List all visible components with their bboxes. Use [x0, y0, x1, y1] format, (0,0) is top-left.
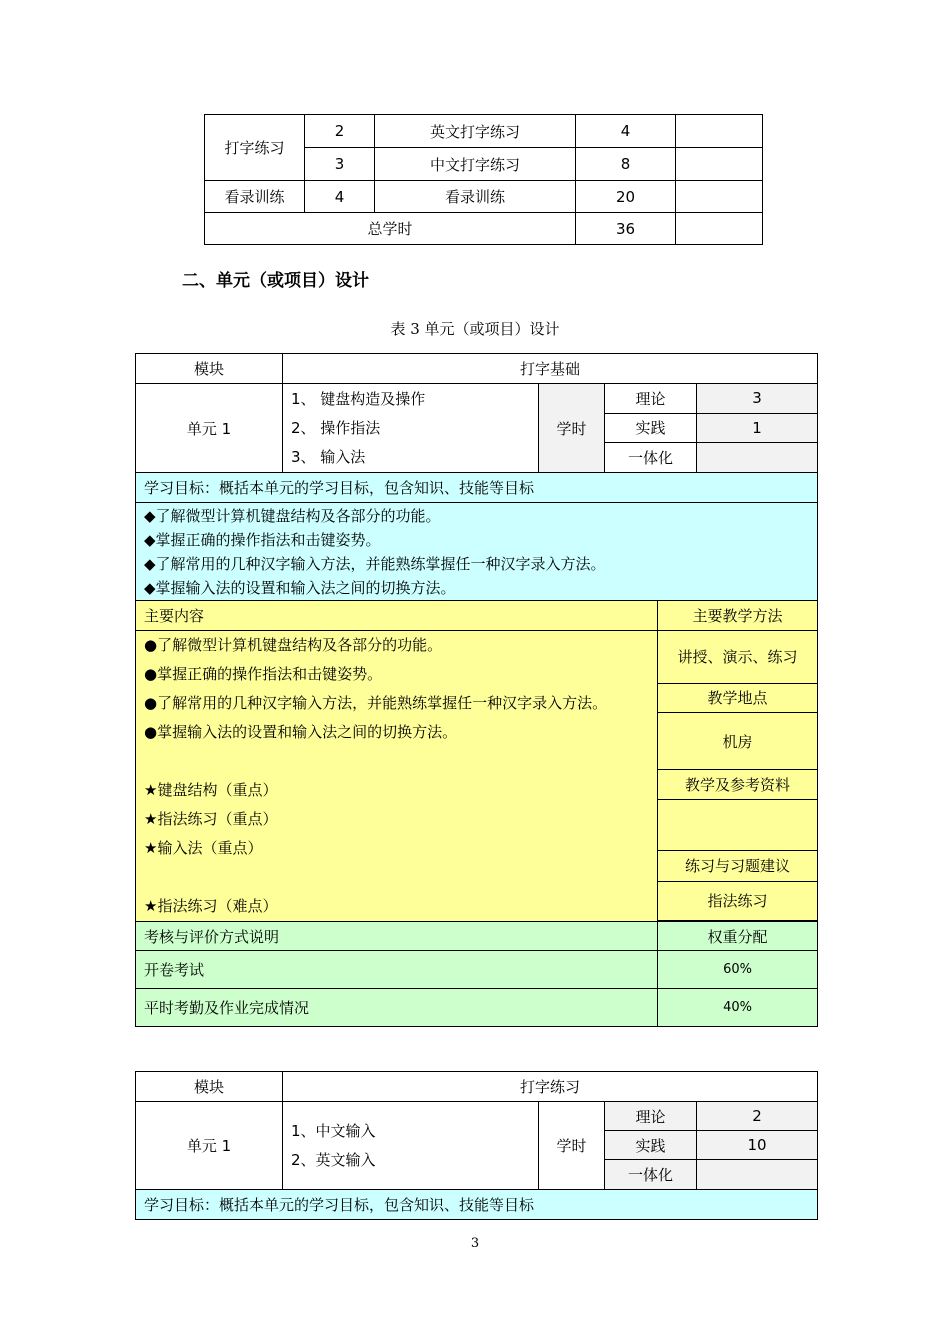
reference-value [658, 799, 818, 851]
unit-no-cell: 2 [305, 115, 375, 148]
list-item: 3、 输入法 [291, 448, 366, 466]
table-row [136, 384, 818, 414]
goal-item: ◆了解微型计算机键盘结构及各部分的功能。 [144, 507, 441, 525]
note-cell [676, 181, 763, 213]
unit-no-cell: 3 [305, 148, 375, 181]
goal-item: ◆掌握正确的操作指法和击键姿势。 [144, 531, 381, 549]
reference-header: 教学及参考资料 [658, 770, 818, 799]
exercise-value: 指法练习 [658, 881, 818, 920]
table-row [205, 181, 763, 213]
assess-header: 考核与评价方式说明 [136, 922, 658, 951]
table-row [136, 1190, 818, 1220]
practice-label: 实践 [605, 413, 697, 443]
theory-value: 2 [697, 1102, 818, 1131]
content-item: ●了解常用的几种汉字输入方法，并能熟练掌握任一种汉字录入方法。 [144, 694, 608, 712]
assess-weight: 40% [658, 989, 818, 1027]
total-label: 总学时 [205, 213, 576, 245]
method-header: 主要教学方法 [658, 601, 818, 631]
goal-item: ◆了解常用的几种汉字输入方法，并能熟练掌握任一种汉字录入方法。 [144, 555, 606, 573]
place-value: 机房 [658, 712, 818, 770]
unit-name-cell: 看录训练 [375, 181, 576, 213]
page-number: 3 [470, 1236, 480, 1251]
integrated-value [697, 443, 818, 473]
total-hours: 36 [576, 213, 676, 245]
content-item: ●掌握输入法的设置和输入法之间的切换方法。 [144, 723, 458, 741]
table-row [136, 631, 818, 684]
difficult-point: ★指法练习（难点） [144, 897, 278, 915]
table-row [136, 951, 818, 989]
module-cell: 看录训练 [205, 181, 305, 213]
table-row [136, 354, 818, 384]
unit-design-table [135, 353, 818, 1027]
key-point: ★指法练习（重点） [144, 810, 278, 828]
unit-name-cell: 中文打字练习 [375, 148, 576, 181]
content-item: ●了解微型计算机键盘结构及各部分的功能。 [144, 636, 443, 654]
list-item: 1、 键盘构造及操作 [291, 390, 426, 408]
theory-value: 3 [697, 384, 818, 414]
exercise-header: 练习与习题建议 [658, 851, 818, 881]
unit-no-cell: 4 [305, 181, 375, 213]
hours-cell: 4 [576, 115, 676, 148]
table-row [136, 989, 818, 1027]
goal-header: 学习目标：概括本单元的学习目标，包含知识、技能等目标 [136, 1190, 818, 1220]
integrated-label: 一体化 [605, 1160, 697, 1190]
hours-summary-table [204, 114, 763, 245]
hours-cell: 8 [576, 148, 676, 181]
table-row [205, 115, 763, 148]
content-list [136, 631, 658, 922]
practice-value: 1 [697, 413, 818, 443]
hours-label: 学时 [539, 384, 605, 473]
theory-label: 理论 [605, 1102, 697, 1131]
unit-items [283, 1102, 539, 1190]
hours-label: 学时 [539, 1102, 605, 1190]
goal-header: 学习目标：概括本单元的学习目标，包含知识、技能等目标 [136, 473, 818, 503]
module-label: 模块 [136, 1072, 283, 1102]
goal-item: ◆掌握输入法的设置和输入法之间的切换方法。 [144, 579, 456, 597]
weight-header: 权重分配 [658, 922, 818, 951]
module-label: 模块 [136, 354, 283, 384]
integrated-value [697, 1160, 818, 1190]
theory-label: 理论 [605, 384, 697, 414]
assess-weight: 60% [658, 951, 818, 989]
table-row [205, 213, 763, 245]
list-item: 2、 操作指法 [291, 419, 381, 437]
table-row [136, 1072, 818, 1102]
goal-list [136, 503, 818, 601]
place-header: 教学地点 [658, 683, 818, 712]
note-cell [676, 213, 763, 245]
unit-items [283, 384, 539, 473]
section-heading: 二、单元（或项目）设计 [182, 271, 369, 291]
hours-cell: 20 [576, 181, 676, 213]
practice-label: 实践 [605, 1131, 697, 1160]
unit-design-table-2 [135, 1071, 818, 1220]
table-row [136, 922, 818, 951]
module-cell: 打字练习 [205, 115, 305, 181]
assess-label: 平时考勤及作业完成情况 [136, 989, 658, 1027]
content-header: 主要内容 [136, 601, 658, 631]
unit-label: 单元 1 [136, 1102, 283, 1190]
assess-label: 开卷考试 [136, 951, 658, 989]
list-item: 1、中文输入 [291, 1121, 376, 1140]
integrated-label: 一体化 [605, 443, 697, 473]
note-cell [676, 148, 763, 181]
table-row [136, 503, 818, 601]
module-value: 打字基础 [283, 354, 818, 384]
table-row [136, 601, 818, 631]
unit-label: 单元 1 [136, 384, 283, 473]
list-item: 2、英文输入 [291, 1150, 376, 1169]
table-row [136, 473, 818, 503]
key-point: ★输入法（重点） [144, 839, 263, 857]
table-row [136, 1102, 818, 1131]
note-cell [676, 115, 763, 148]
content-item: ●掌握正确的操作指法和击键姿势。 [144, 665, 383, 683]
key-point: ★键盘结构（重点） [144, 781, 278, 799]
module-value: 打字练习 [283, 1072, 818, 1102]
method-value: 讲授、演示、练习 [658, 631, 818, 684]
practice-value: 10 [697, 1131, 818, 1160]
unit-name-cell: 英文打字练习 [375, 115, 576, 148]
table-caption: 表 3 单元（或项目）设计 [390, 320, 560, 338]
